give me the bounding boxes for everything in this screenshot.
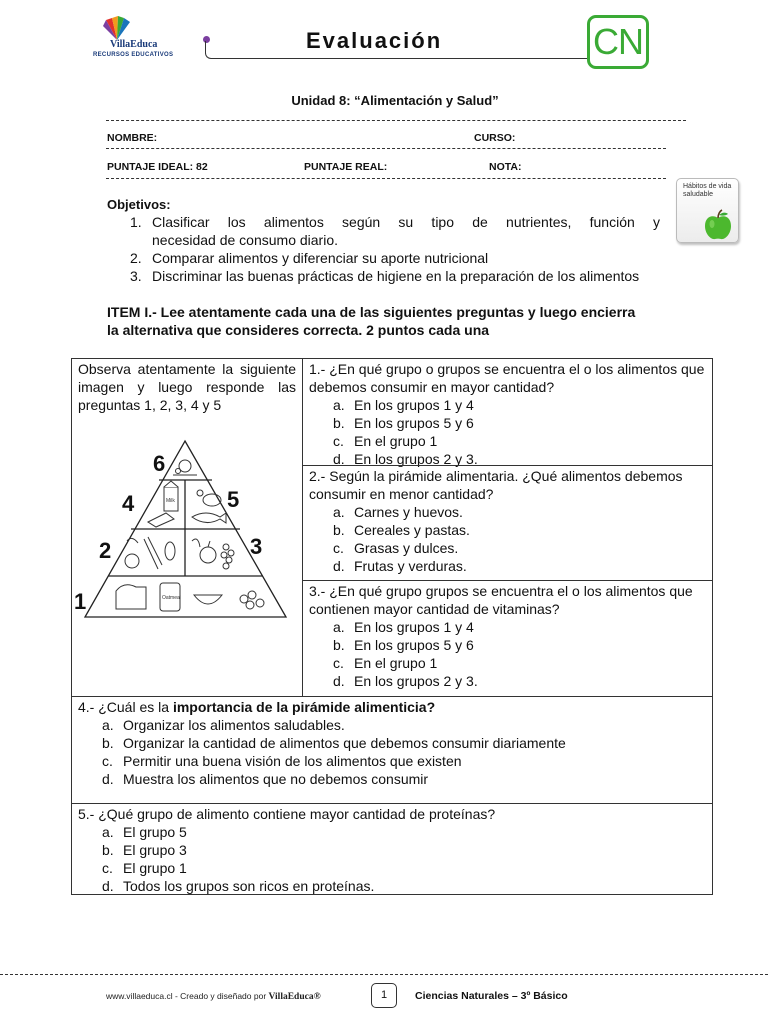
pyramid-level-3-label: 3 bbox=[250, 534, 263, 559]
option-letter: c. bbox=[102, 860, 113, 876]
question-4-prompt bbox=[78, 698, 706, 716]
question-2-cell bbox=[302, 465, 713, 581]
question-2-options bbox=[309, 503, 706, 575]
option-letter: c. bbox=[102, 753, 113, 769]
option[interactable] bbox=[333, 432, 706, 450]
question-3-cell bbox=[302, 580, 713, 697]
objectives-title: Objetivos: bbox=[107, 197, 171, 212]
option-text: Organizar la cantidad de alimentos que debemos consumir diariamente bbox=[123, 735, 566, 751]
option[interactable] bbox=[333, 503, 706, 521]
option-text: En los grupos 1 y 4 bbox=[354, 619, 474, 635]
option-text: El grupo 1 bbox=[123, 860, 187, 876]
question-1-prompt: 1.- ¿En qué grupo o grupos se encuentra el o los alimentos que debemos consumir en mayor cantidad? bbox=[309, 361, 705, 395]
option-letter: b. bbox=[333, 522, 345, 538]
question-1-cell bbox=[302, 358, 713, 466]
grade-label: NOTA: bbox=[489, 161, 522, 173]
objective-item bbox=[130, 213, 660, 231]
option-text: Organizar los alimentos saludables. bbox=[123, 717, 345, 733]
option-text: En los grupos 5 y 6 bbox=[354, 415, 474, 431]
option-text: Carnes y huevos. bbox=[354, 504, 463, 520]
question-5-cell bbox=[71, 803, 713, 895]
ideal-score-label: PUNTAJE IDEAL: 82 bbox=[107, 161, 208, 173]
option[interactable] bbox=[333, 654, 706, 672]
option-letter: b. bbox=[333, 415, 345, 431]
pyramid-instructions: Observa atentamente la siguiente imagen y luego responde las preguntas 1, 2, 3, 4 y 5 bbox=[78, 361, 296, 413]
objective-text: necesidad de consumo diario. bbox=[152, 232, 339, 248]
pyramid-level-5-label: 5 bbox=[227, 487, 240, 512]
pyramid-level-6-label: 6 bbox=[153, 451, 166, 476]
objective-number bbox=[130, 231, 152, 249]
name-label: NOMBRE: bbox=[107, 132, 158, 144]
objectives-list bbox=[130, 213, 720, 285]
option-text: El grupo 5 bbox=[123, 824, 187, 840]
option-text: En los grupos 2 y 3. bbox=[354, 451, 478, 467]
question-3-options bbox=[309, 618, 706, 690]
option-letter: c. bbox=[333, 540, 344, 556]
footer-credits bbox=[106, 991, 321, 1002]
pyramid-level-2-label: 2 bbox=[99, 538, 112, 563]
option-text: Grasas y dulces. bbox=[354, 540, 459, 556]
food-pyramid-image bbox=[74, 437, 290, 627]
option[interactable] bbox=[102, 716, 706, 734]
objective-number: 3. bbox=[130, 268, 142, 284]
option-letter: d. bbox=[333, 558, 345, 574]
option-letter: a. bbox=[102, 717, 114, 733]
option[interactable] bbox=[102, 877, 706, 895]
option[interactable] bbox=[333, 396, 706, 414]
option-letter: c. bbox=[333, 655, 344, 671]
option-text: En los grupos 2 y 3. bbox=[354, 673, 478, 689]
objective-text: Discriminar las buenas prácticas de higiene en la preparación de los alimentos bbox=[152, 268, 640, 284]
option-letter: d. bbox=[333, 673, 345, 689]
objective-text: Clasificar los alimentos según su tipo de nutrientes, función y bbox=[152, 214, 660, 230]
option[interactable] bbox=[102, 859, 706, 877]
question-5-options bbox=[78, 823, 706, 895]
real-score-label: PUNTAJE REAL: bbox=[304, 161, 388, 173]
question-1-options bbox=[309, 396, 706, 468]
option-text: Permitir una buena visión de los alimentos que existen bbox=[123, 753, 462, 769]
logo-subtitle: RECURSOS EDUCATIVOS bbox=[93, 52, 174, 58]
question-2-prompt: 2.- Según la pirámide alimentaria. ¿Qué alimentos debemos consumir en menor cantidad? bbox=[309, 468, 683, 502]
logo-name: VillaEduca bbox=[110, 39, 158, 50]
item-instructions-line: ITEM I.- Lee atentamente cada una de las siguientes preguntas y luego encierra bbox=[107, 304, 636, 320]
option-letter: c. bbox=[333, 433, 344, 449]
option-letter: d. bbox=[333, 451, 345, 467]
option-letter: b. bbox=[333, 637, 345, 653]
option[interactable] bbox=[333, 618, 706, 636]
question-4-prompt-start: 4.- ¿Cuál es la bbox=[78, 699, 173, 715]
option-letter: a. bbox=[333, 397, 345, 413]
footer-credits-text: www.villaeduca.cl - Creado y diseñado por bbox=[106, 991, 269, 1001]
option-letter: a. bbox=[333, 619, 345, 635]
option[interactable] bbox=[333, 672, 706, 690]
subject-badge: CN bbox=[587, 15, 649, 69]
option-text: Muestra los alimentos que no debemos consumir bbox=[123, 771, 429, 787]
healthy-habits-text: Hábitos de vida saludable bbox=[683, 183, 732, 198]
objective-number: 1. bbox=[130, 214, 142, 230]
question-4-cell bbox=[71, 696, 713, 804]
option-text: Cereales y pastas. bbox=[354, 522, 470, 538]
option[interactable] bbox=[333, 414, 706, 432]
item-instructions-line: la alternativa que consideres correcta. 2 puntos cada una bbox=[107, 322, 490, 338]
milk-carton-label: Milk bbox=[166, 498, 175, 504]
option[interactable] bbox=[102, 734, 706, 752]
option-letter: d. bbox=[102, 771, 114, 787]
option-text: En los grupos 1 y 4 bbox=[354, 397, 474, 413]
option-letter: d. bbox=[102, 878, 114, 894]
footer-brand: VillaEduca® bbox=[268, 992, 321, 1002]
objective-item bbox=[130, 249, 720, 267]
footer-divider bbox=[0, 974, 768, 975]
unit-title: Unidad 8: “Alimentación y Salud” bbox=[291, 93, 499, 108]
page-number: 1 bbox=[371, 983, 397, 1008]
question-5-prompt: 5.- ¿Qué grupo de alimento contiene mayor cantidad de proteínas? bbox=[78, 806, 496, 822]
option-text: Todos los grupos son ricos en proteínas. bbox=[123, 878, 375, 894]
question-4-prompt-emphasis: importancia de la pirámide alimenticia? bbox=[172, 699, 436, 715]
option[interactable] bbox=[102, 841, 706, 859]
option-letter: a. bbox=[333, 504, 345, 520]
objective-item bbox=[130, 267, 720, 285]
option[interactable] bbox=[333, 557, 706, 575]
option[interactable] bbox=[102, 770, 706, 788]
divider bbox=[106, 148, 666, 149]
page-title: Evaluación bbox=[306, 28, 443, 53]
pyramid-level-4-label: 4 bbox=[122, 491, 135, 516]
option-letter: a. bbox=[102, 824, 114, 840]
oatmeal-can-label: Oatmeal bbox=[162, 595, 181, 601]
option-text: Frutas y verduras. bbox=[354, 558, 467, 574]
course-label: CURSO: bbox=[474, 132, 516, 144]
option-letter: b. bbox=[102, 842, 114, 858]
question-4-options bbox=[78, 716, 706, 788]
logo-fan-icon bbox=[102, 14, 132, 42]
divider bbox=[106, 120, 686, 121]
option-letter: b. bbox=[102, 735, 114, 751]
question-3-prompt: 3.- ¿En qué grupo grupos se encuentra el o los alimentos que contienen mayor cantidad de vitaminas? bbox=[309, 583, 693, 617]
item-instructions bbox=[107, 303, 717, 339]
pyramid-level-1-label: 1 bbox=[74, 589, 87, 614]
option[interactable] bbox=[102, 823, 706, 841]
objective-number: 2. bbox=[130, 250, 142, 266]
objective-item bbox=[130, 231, 720, 249]
footer-subject: Ciencias Naturales – 3º Básico bbox=[415, 990, 568, 1002]
objective-text: Comparar alimentos y diferenciar su aporte nutricional bbox=[152, 250, 489, 266]
option-text: En los grupos 5 y 6 bbox=[354, 637, 474, 653]
option[interactable] bbox=[333, 636, 706, 654]
option[interactable] bbox=[102, 752, 706, 770]
option[interactable] bbox=[333, 521, 706, 539]
divider bbox=[106, 178, 666, 179]
villaeduca-logo bbox=[90, 14, 190, 60]
option[interactable] bbox=[333, 539, 706, 557]
option-text: El grupo 3 bbox=[123, 842, 187, 858]
option-text: En el grupo 1 bbox=[354, 433, 438, 449]
option-text: En el grupo 1 bbox=[354, 655, 438, 671]
